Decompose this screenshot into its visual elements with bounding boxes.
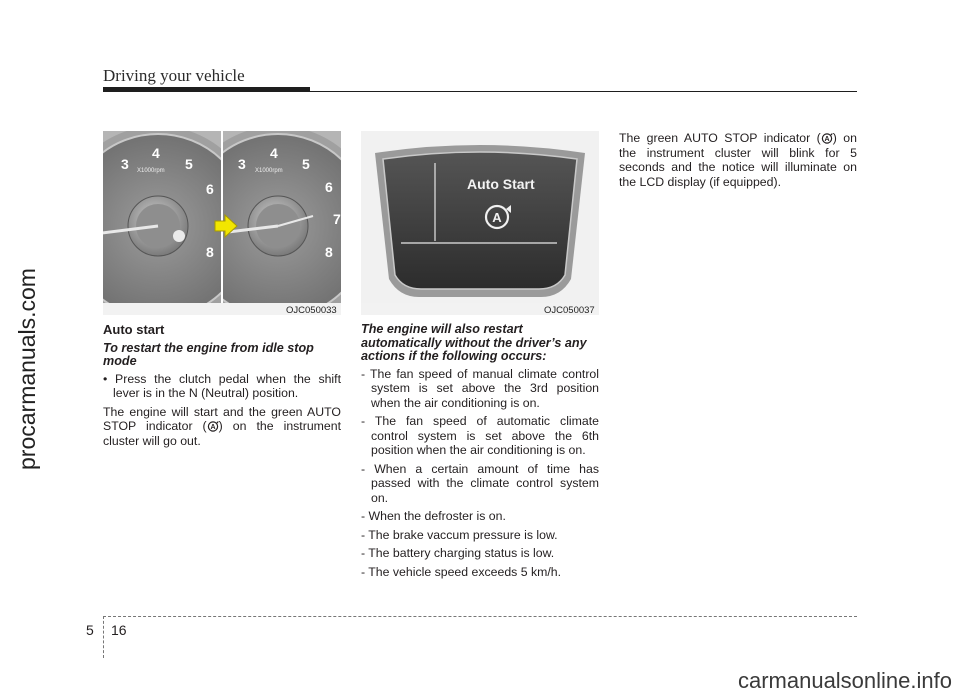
side-watermark[interactable]: procarmanuals.com <box>14 268 40 470</box>
auto-start-button-figure <box>361 131 599 315</box>
list-item: - The vehicle speed exceeds 5 km/h. <box>361 564 562 579</box>
gauge-numeral: 4 <box>152 145 160 161</box>
footer-divider <box>103 616 104 658</box>
list-item: - When the defroster is on. <box>361 509 506 523</box>
auto-stop-indicator-icon <box>207 420 219 432</box>
svg-text:A: A <box>824 136 830 143</box>
bottom-watermark[interactable]: carmanualsonline.info <box>737 668 952 693</box>
gauge-numeral: 8 <box>206 244 214 260</box>
list-item: - When a certain amount of time has passed with the climate control system on. <box>361 461 599 505</box>
body-paragraph <box>619 131 857 189</box>
paragraph-text: The green AUTO STOP indicator ( <box>619 131 821 145</box>
list-item: - The fan speed of automatic climate control system is set above the 6th position when the air conditioning is on. <box>361 414 599 457</box>
footer-rule <box>103 616 857 617</box>
section-heading: Auto start <box>103 322 165 337</box>
gauge-numeral: 7 <box>333 211 341 227</box>
section-heading: The engine will also restart automatically without the driver’s any actions if the following occurs: <box>361 322 587 363</box>
gauge-unit: X1000rpm <box>137 168 165 174</box>
page-header-title: Driving your vehicle <box>103 66 245 85</box>
column-auto-start <box>103 323 341 448</box>
column-auto-restart-conditions <box>361 323 599 583</box>
gauge-numeral: 6 <box>325 179 333 195</box>
auto-stop-indicator-icon <box>821 132 833 144</box>
section-subheading: To restart the engine from idle stop mode <box>103 340 314 368</box>
bullet-text: Press the clutch pedal when the shift lever is in the N (Neutral) position. <box>113 371 341 400</box>
list-item: - The battery charging status is low. <box>361 546 555 560</box>
auto-start-label: Auto Start <box>467 176 535 192</box>
list-item: - The brake vaccum pressure is low. <box>361 527 558 542</box>
list-item: - The fan speed of manual climate control system is set above the 3rd position when the air conditioning is on. <box>361 366 599 410</box>
gauge-numeral: 5 <box>302 156 310 172</box>
paragraph-text: ) on the instrument cluster will blink for 5 seconds and the notice will illuminate on the LCD display (if equipped). <box>619 131 857 189</box>
gauge-numeral: 3 <box>238 156 246 172</box>
gauge-numeral: 4 <box>270 145 278 161</box>
svg-text:A: A <box>210 424 216 431</box>
auto-start-button-illustration <box>361 131 599 303</box>
paragraph-text: The engine will start and the green AUTO STOP indicator ( <box>103 404 341 433</box>
figure-code: OJC050033 <box>286 305 337 315</box>
paragraph-text: ) on the instrument cluster will go out. <box>103 419 341 448</box>
instrument-cluster-figure <box>103 131 341 315</box>
bullet-item: • Press the clutch pedal when the shift lever is in the N (Neutral) position. <box>103 371 341 400</box>
column-indicator-note <box>619 131 857 189</box>
gauge-numeral: 6 <box>206 181 214 197</box>
gauge-numeral: 8 <box>325 244 333 260</box>
gauge-numeral: 3 <box>121 156 129 172</box>
body-paragraph <box>103 405 341 449</box>
gauge-unit: X1000rpm <box>255 168 283 174</box>
chapter-number: 5 <box>86 622 94 638</box>
header-rule <box>103 91 857 92</box>
svg-text:A: A <box>492 210 502 225</box>
page-number: 16 <box>111 622 127 638</box>
gauge-numeral: 5 <box>185 156 193 172</box>
figure-code: OJC050037 <box>544 305 595 315</box>
